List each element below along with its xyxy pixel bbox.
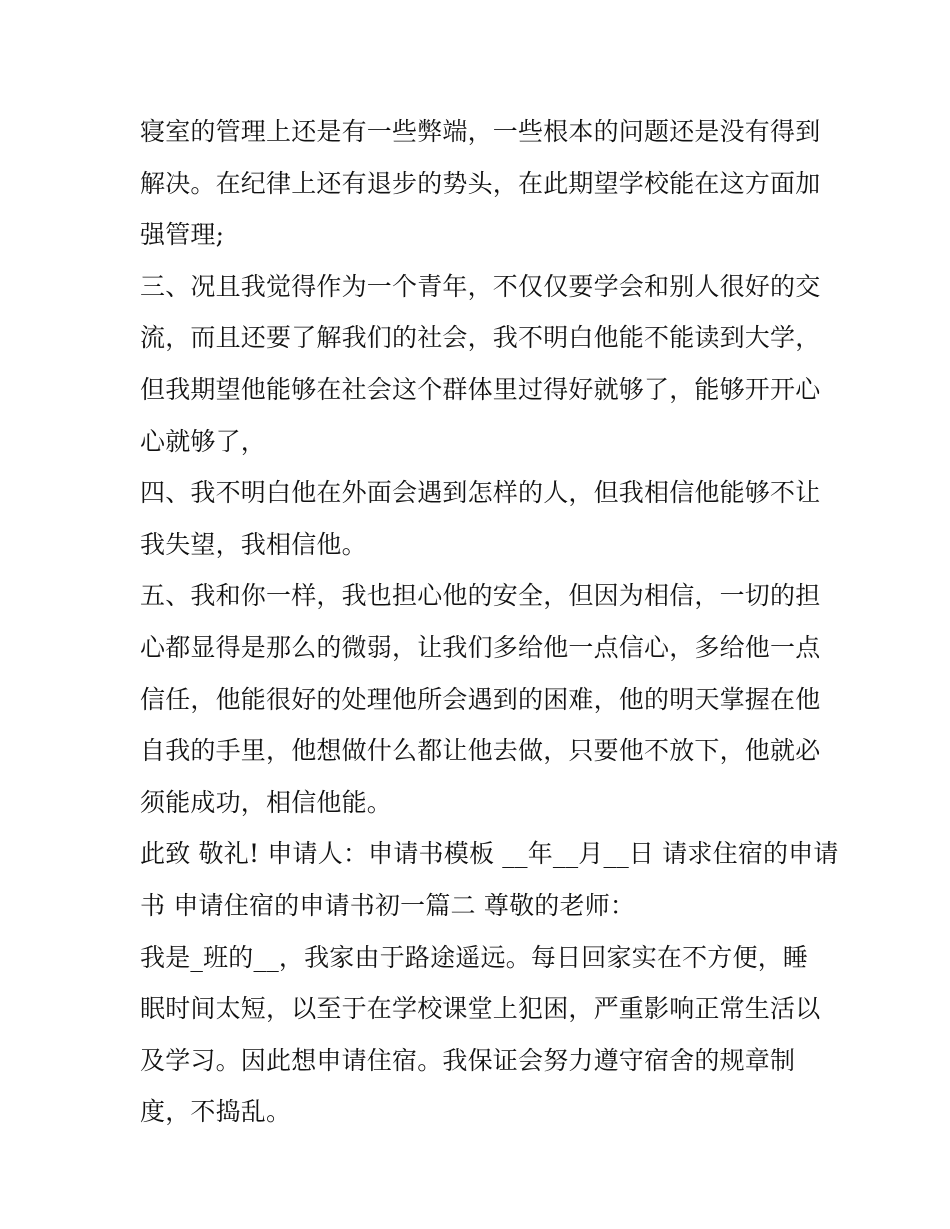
text-line: 须能成功，相信他能。 [140, 787, 393, 817]
text-line: 三、况且我觉得作为一个青年，不仅仅要学会和别人很好的交 [140, 271, 821, 301]
text-line: 我失望，我相信他。 [140, 529, 367, 559]
text-line: 强管理; [140, 220, 225, 250]
body-text [140, 106, 839, 1138]
text-line: 我是_班的__，我家由于路途遥远。每日回家实在不方便，睡 [140, 942, 809, 972]
text-line: 但我期望他能够在社会这个群体里过得好就够了，能够开开心 [140, 374, 821, 404]
text-line: 自我的手里，他想做什么都让他去做，只要他不放下，他就必 [140, 736, 821, 766]
text-line: 书 申请住宿的申请书初一篇二 尊敬的老师： [140, 890, 636, 920]
text-line: 解决。在纪律上还有退步的势头，在此期望学校能在这方面加 [140, 168, 821, 198]
text-line: 此致 敬礼! 申请人：申请书模板 __年__月__日 请求住宿的申请 [140, 839, 839, 869]
text-line: 心就够了， [140, 426, 267, 456]
text-line: 心都显得是那么的微弱，让我们多给他一点信心，多给他一点 [140, 632, 821, 662]
text-line: 度，不捣乱。 [140, 1097, 292, 1127]
text-line: 信任，他能很好的处理他所会遇到的困难，他的明天掌握在他 [140, 684, 821, 714]
text-line: 四、我不明白他在外面会遇到怎样的人，但我相信他能够不让 [140, 478, 821, 508]
text-line: 寝室的管理上还是有一些弊端，一些根本的问题还是没有得到 [140, 117, 821, 146]
text-line: 五、我和你一样，我也担心他的安全，但因为相信，一切的担 [140, 581, 821, 611]
text-line: 眠时间太短，以至于在学校课堂上犯困，严重影响正常生活以 [140, 994, 821, 1024]
text-line: 流，而且还要了解我们的社会，我不明白他能不能读到大学， [140, 323, 821, 353]
text-line: 及学习。因此想申请住宿。我保证会努力遵守宿舍的规章制 [140, 1045, 796, 1075]
